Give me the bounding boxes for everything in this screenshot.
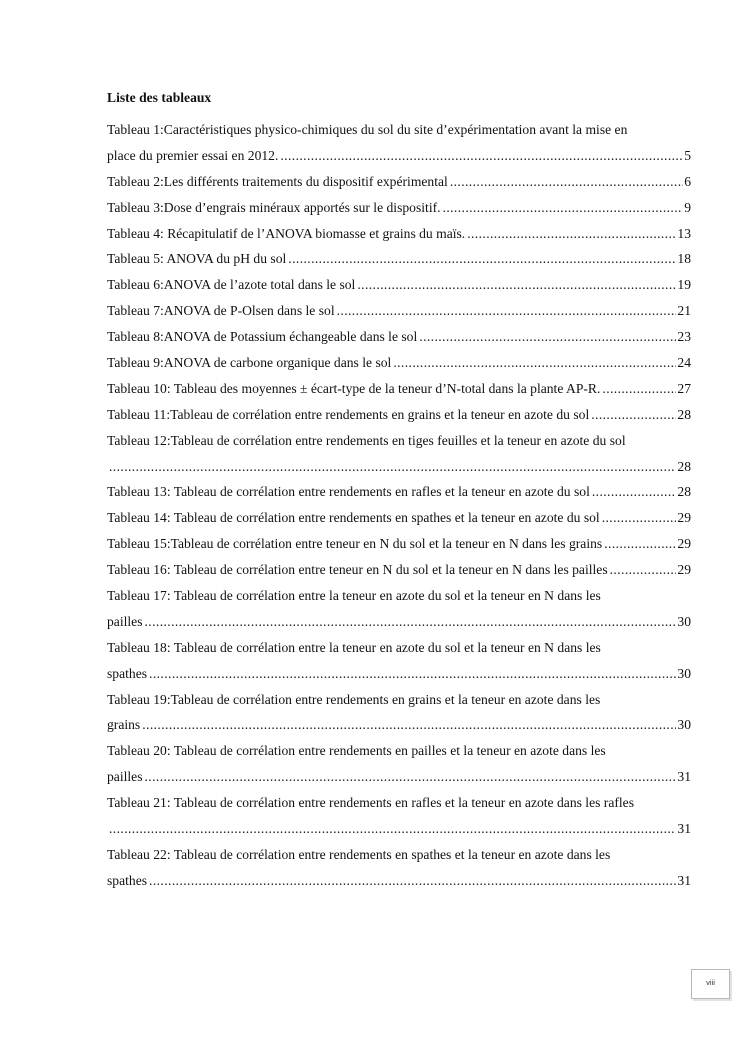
toc-entry-row (107, 479, 691, 505)
dot-leader (602, 376, 676, 402)
toc-page-number: 19 (677, 277, 691, 293)
toc-entry-line: Tableau 19:Tableau de corrélation entre rendements en grains et la teneur en azote dans les (107, 691, 601, 707)
toc-page-number: 30 (677, 665, 691, 681)
toc-entry-row (107, 298, 691, 324)
dot-leader (604, 531, 676, 557)
toc-entry-label: pailles (107, 769, 143, 785)
toc-page-number: 31 (677, 769, 691, 785)
toc-page-number: 27 (677, 380, 691, 396)
toc-entry-row (107, 195, 691, 221)
toc-entry-label: Tableau 9:ANOVA de carbone organique dans le sol (107, 355, 392, 371)
toc-entry-row (107, 402, 691, 428)
toc-page-number: 28 (677, 458, 691, 474)
toc-entry-row (107, 712, 691, 738)
toc-entry[interactable] (107, 687, 691, 739)
toc-page-number: 6 (684, 173, 691, 189)
table-list (107, 117, 691, 894)
toc-entry-line: Tableau 1:Caractéristiques physico-chimiques du sol du site d’expérimentation avant la mise en (107, 122, 628, 137)
toc-page-number: 31 (677, 872, 691, 888)
dot-leader (592, 479, 677, 505)
toc-entry-label: Tableau 14: Tableau de corrélation entre rendements en spathes et la teneur en azote du sol (107, 510, 600, 526)
page-number: viii (691, 969, 730, 999)
toc-entry-row (107, 350, 691, 376)
toc-page-number: 21 (677, 303, 691, 319)
toc-entry[interactable] (107, 195, 691, 221)
toc-entry-row (107, 764, 691, 790)
toc-entry-label: Tableau 8:ANOVA de Potassium échangeable dans le sol (107, 329, 418, 345)
toc-entry[interactable] (107, 790, 691, 842)
toc-entry[interactable] (107, 428, 691, 480)
toc-page-number: 28 (677, 484, 691, 500)
toc-entry-row (107, 221, 691, 247)
toc-entry[interactable] (107, 402, 691, 428)
toc-page-number: 24 (677, 355, 691, 371)
toc-entry-row (107, 661, 691, 687)
dot-leader (467, 221, 676, 247)
toc-entry-label: Tableau 3:Dose d’engrais minéraux apportés sur le dispositif. (107, 199, 441, 215)
toc-entry-label: Tableau 5: ANOVA du pH du sol (107, 251, 287, 267)
dot-leader (280, 143, 683, 169)
dot-leader (149, 868, 676, 894)
toc-entry-line: Tableau 12:Tableau de corrélation entre rendements en tiges feuilles et la teneur en azote du sol (107, 432, 626, 448)
toc-entry-row (107, 505, 691, 531)
toc-page-number: 23 (677, 329, 691, 345)
toc-entry-label: spathes (107, 872, 148, 888)
toc-page-number: 29 (677, 562, 691, 578)
toc-entry-label: pailles (107, 613, 143, 629)
toc-page-number: 9 (684, 199, 691, 215)
dot-leader (393, 350, 676, 376)
toc-entry[interactable] (107, 221, 691, 247)
dot-leader (610, 557, 677, 583)
toc-entry-label: Tableau 10: Tableau des moyennes ± écart-type de la teneur d’N-total dans la plante AP-R. (107, 380, 601, 396)
toc-page-number: 28 (677, 406, 691, 422)
dot-leader (591, 402, 676, 428)
toc-entry[interactable] (107, 531, 691, 557)
dot-leader (109, 454, 676, 480)
toc-entry-label: Tableau 7:ANOVA de P-Olsen dans le sol (107, 303, 335, 319)
toc-entry-row (107, 454, 691, 480)
toc-entry-label: Tableau 11:Tableau de corrélation entre rendements en grains et la teneur en azote du sol (107, 406, 590, 422)
dot-leader (443, 195, 684, 221)
toc-entry-row (107, 531, 691, 557)
toc-entry[interactable] (107, 505, 691, 531)
dot-leader (149, 661, 676, 687)
dot-leader (450, 169, 683, 195)
toc-entry-row (107, 246, 691, 272)
toc-entry-row (107, 557, 691, 583)
dot-leader (109, 816, 676, 842)
toc-page-number: 18 (677, 251, 691, 267)
toc-entry[interactable] (107, 842, 691, 894)
toc-entry-label: spathes (107, 665, 148, 681)
toc-entry[interactable] (107, 117, 691, 169)
toc-entry-row (107, 868, 691, 894)
toc-entry-line: Tableau 17: Tableau de corrélation entre la teneur en azote du sol et la teneur en N dans les (107, 588, 601, 604)
toc-entry-label: Tableau 4: Récapitulatif de l’ANOVA biomasse et grains du maïs. (107, 225, 466, 241)
toc-entry-label: place du premier essai en 2012. (107, 147, 279, 163)
toc-entry[interactable] (107, 635, 691, 687)
dot-leader (602, 505, 677, 531)
toc-entry-label: Tableau 13: Tableau de corrélation entre rendements en rafles et la teneur en azote du sol (107, 484, 590, 500)
toc-page-number: 29 (677, 536, 691, 552)
toc-page-number: 30 (677, 613, 691, 629)
toc-page-number: 13 (677, 225, 691, 241)
toc-entry-row (107, 169, 691, 195)
toc-entry-label: Tableau 2:Les différents traitements du dispositif expérimental (107, 173, 448, 189)
toc-entry-line: Tableau 18: Tableau de corrélation entre la teneur en azote du sol et la teneur en N dans les (107, 639, 601, 655)
toc-entry-line: Tableau 22: Tableau de corrélation entre rendements en spathes et la teneur en azote dans les (107, 846, 611, 862)
toc-page-number: 30 (677, 717, 691, 733)
toc-entry[interactable] (107, 272, 691, 298)
toc-entry-row (107, 272, 691, 298)
toc-entry-line: Tableau 20: Tableau de corrélation entre rendements en pailles et la teneur en azote dans les (107, 743, 606, 759)
dot-leader (419, 324, 676, 350)
toc-page-number: 31 (677, 821, 691, 837)
toc-entry-row (107, 143, 691, 169)
page-title: Liste des tableaux (107, 90, 212, 105)
toc-page-number: 29 (677, 510, 691, 526)
toc-entry[interactable] (107, 350, 691, 376)
toc-entry-label: Tableau 16: Tableau de corrélation entre teneur en N du sol et la teneur en N dans les pailles (107, 562, 608, 578)
dot-leader (142, 712, 676, 738)
toc-entry[interactable] (107, 557, 691, 583)
toc-entry[interactable] (107, 583, 691, 635)
dot-leader (288, 246, 676, 272)
toc-page-number: 5 (684, 147, 691, 163)
toc-entry-label: grains (107, 717, 141, 733)
toc-entry-row (107, 816, 691, 842)
toc-entry-row (107, 324, 691, 350)
toc-entry[interactable] (107, 298, 691, 324)
dot-leader (357, 272, 676, 298)
toc-entry[interactable] (107, 324, 691, 350)
toc-entry[interactable] (107, 738, 691, 790)
toc-entry[interactable] (107, 479, 691, 505)
toc-entry-row (107, 609, 691, 635)
dot-leader (145, 609, 677, 635)
toc-entry[interactable] (107, 376, 691, 402)
dot-leader (337, 298, 677, 324)
toc-entry-label: Tableau 15:Tableau de corrélation entre teneur en N du sol et la teneur en N dans les grains (107, 536, 603, 552)
toc-entry-row (107, 376, 691, 402)
toc-entry-label: Tableau 6:ANOVA de l’azote total dans le sol (107, 277, 356, 293)
toc-entry-line: Tableau 21: Tableau de corrélation entre rendements en rafles et la teneur en azote dans les rafles (107, 795, 634, 811)
toc-entry[interactable] (107, 246, 691, 272)
dot-leader (145, 764, 677, 790)
toc-entry[interactable] (107, 169, 691, 195)
